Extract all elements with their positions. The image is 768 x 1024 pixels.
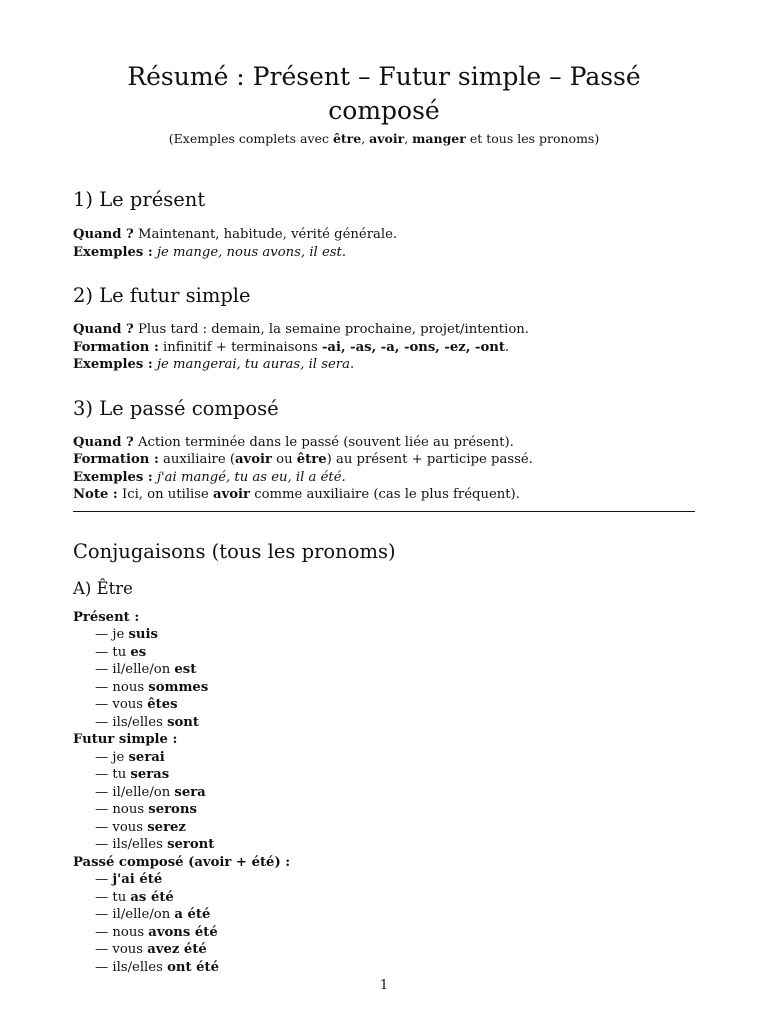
futur-formation bbox=[73, 339, 695, 357]
list-item: — nous serons bbox=[95, 802, 197, 817]
label-exemples: Exemples : bbox=[73, 357, 153, 372]
pronoun: nous bbox=[112, 924, 145, 940]
document-subtitle bbox=[73, 130, 695, 148]
list-item: — tu seras bbox=[95, 767, 170, 782]
list-item: — il/elle/on sera bbox=[95, 784, 206, 800]
pronoun: ils/elles bbox=[112, 714, 163, 730]
text-formation: ) au présent + participe passé. bbox=[326, 452, 533, 467]
text-quand: Action terminée dans le passé (souvent liée au présent). bbox=[133, 434, 514, 450]
list-item: — ils/elles ont été bbox=[95, 959, 220, 975]
passe-exemples bbox=[73, 469, 695, 487]
verb-form: seras bbox=[130, 767, 170, 782]
text-formation: infinitif + terminaisons bbox=[158, 339, 322, 355]
pronoun: tu bbox=[112, 767, 127, 782]
tense-label-passe bbox=[73, 854, 695, 872]
list-present bbox=[73, 626, 695, 731]
futur-quand bbox=[73, 321, 695, 339]
text-quand: Maintenant, habitude, vérité générale. bbox=[133, 227, 398, 242]
section-heading-passe: 3) Le passé composé bbox=[73, 396, 279, 420]
present-exemples bbox=[73, 244, 695, 262]
label-present: Présent : bbox=[73, 609, 140, 625]
pronoun: il/elle/on bbox=[112, 784, 171, 800]
text-avoir: avoir bbox=[213, 487, 250, 502]
list-item: — je serai bbox=[95, 749, 165, 765]
verb-form: sera bbox=[174, 784, 206, 800]
pronoun: je bbox=[112, 749, 125, 765]
text-exemples: j'ai mangé, tu as eu, il a été. bbox=[152, 469, 346, 485]
label-quand: Quand ? bbox=[73, 322, 134, 337]
list-item: — nous sommes bbox=[95, 679, 209, 695]
passe-note bbox=[73, 486, 695, 504]
pronoun: ils/elles bbox=[112, 959, 163, 975]
section-divider bbox=[73, 511, 695, 512]
verb-form: seront bbox=[167, 837, 215, 852]
verb-form: as été bbox=[130, 889, 174, 905]
tense-label-futur bbox=[73, 731, 695, 749]
pronoun: je bbox=[112, 627, 125, 642]
label-passe: Passé composé (avoir + été) : bbox=[73, 854, 291, 870]
pronoun: il/elle/on bbox=[112, 907, 171, 922]
list-item: — il/elle/on est bbox=[95, 662, 197, 677]
verb-form: est bbox=[174, 662, 197, 677]
verb-form: serez bbox=[147, 819, 186, 835]
pronoun: vous bbox=[112, 697, 144, 712]
verb-form: suis bbox=[128, 627, 158, 642]
subtitle-text: et tous les pronoms) bbox=[465, 131, 600, 146]
label-formation: Formation : bbox=[73, 452, 159, 467]
section-present-body bbox=[73, 226, 695, 261]
label-formation: Formation : bbox=[73, 339, 159, 355]
futur-exemples bbox=[73, 356, 695, 374]
text-exemples: je mange, nous avons, il est. bbox=[152, 244, 347, 260]
text-avoir: avoir bbox=[235, 452, 272, 467]
subtitle-text: (Exemples complets avec bbox=[168, 131, 333, 146]
present-quand bbox=[73, 226, 695, 244]
list-item: — vous avez été bbox=[95, 942, 207, 957]
section-heading-conjugaisons: Conjugaisons (tous les pronoms) bbox=[73, 539, 396, 563]
verb-form: es bbox=[130, 644, 147, 660]
label-exemples: Exemples : bbox=[73, 244, 153, 260]
text-period: . bbox=[504, 339, 510, 355]
pronoun: nous bbox=[112, 679, 145, 695]
list-item: — tu as été bbox=[95, 889, 174, 905]
text-exemples: je mangerai, tu auras, il sera. bbox=[152, 357, 355, 372]
list-item: — j'ai été bbox=[95, 872, 163, 887]
tense-label-present bbox=[73, 609, 695, 627]
subtitle-verb-avoir: avoir bbox=[369, 131, 405, 146]
subtitle-sep: , bbox=[404, 131, 413, 146]
pronoun: ils/elles bbox=[112, 837, 163, 852]
pronoun: vous bbox=[112, 819, 144, 835]
text-formation: ou bbox=[271, 452, 297, 467]
document-title: Résumé : Présent – Futur simple – Passé composé bbox=[127, 62, 641, 125]
list-passe bbox=[73, 871, 695, 976]
label-quand: Quand ? bbox=[73, 434, 134, 450]
pronoun: tu bbox=[112, 644, 127, 660]
section-passe-body bbox=[73, 434, 695, 504]
pronoun: nous bbox=[112, 802, 145, 817]
verb-form: j'ai été bbox=[112, 872, 163, 887]
label-exemples: Exemples : bbox=[73, 469, 153, 485]
section-heading-futur: 2) Le futur simple bbox=[73, 284, 251, 307]
verb-form: serai bbox=[128, 749, 165, 765]
text-note: Ici, on utilise bbox=[117, 487, 214, 502]
pronoun: tu bbox=[112, 889, 127, 905]
verb-form: avez été bbox=[147, 942, 207, 957]
label-quand: Quand ? bbox=[73, 227, 134, 242]
list-item: — ils/elles sont bbox=[95, 714, 199, 730]
passe-formation bbox=[73, 451, 695, 469]
text-formation: auxiliaire ( bbox=[158, 452, 235, 467]
list-item: — nous avons été bbox=[95, 924, 218, 940]
label-futur: Futur simple : bbox=[73, 732, 178, 747]
list-item: — il/elle/on a été bbox=[95, 907, 211, 922]
verb-form: ont été bbox=[167, 959, 220, 975]
list-item: — je suis bbox=[95, 627, 158, 642]
subtitle-sep: , bbox=[361, 131, 370, 146]
document-page bbox=[73, 60, 695, 976]
list-item: — tu es bbox=[95, 644, 147, 660]
text-endings: -ai, -as, -a, -ons, -ez, -ont bbox=[321, 339, 505, 355]
text-quand: Plus tard : demain, la semaine prochaine, projet/intention. bbox=[133, 322, 529, 337]
subtitle-verb-manger: manger bbox=[412, 131, 466, 146]
list-item: — ils/elles seront bbox=[95, 837, 215, 852]
subsection-heading-etre: A) Être bbox=[73, 578, 133, 598]
page-number: 1 bbox=[379, 978, 389, 993]
verb-form: êtes bbox=[147, 697, 178, 712]
passe-quand bbox=[73, 434, 695, 452]
section-futur-body bbox=[73, 321, 695, 374]
list-item: — vous serez bbox=[95, 819, 186, 835]
text-etre: être bbox=[296, 452, 327, 467]
verb-form: serons bbox=[148, 802, 197, 817]
pronoun: vous bbox=[112, 942, 144, 957]
verb-form: sont bbox=[167, 714, 199, 730]
list-item: — vous êtes bbox=[95, 697, 178, 712]
verb-form: a été bbox=[174, 907, 211, 922]
verb-form: sommes bbox=[148, 679, 209, 695]
subtitle-verb-etre: être bbox=[332, 131, 362, 146]
pronoun: il/elle/on bbox=[112, 662, 171, 677]
label-note: Note : bbox=[73, 487, 118, 502]
text-note: comme auxiliaire (cas le plus fréquent). bbox=[250, 487, 520, 502]
section-heading-present: 1) Le présent bbox=[73, 188, 206, 211]
conjugation-etre bbox=[73, 609, 695, 977]
verb-form: avons été bbox=[148, 924, 218, 940]
list-futur bbox=[73, 749, 695, 854]
